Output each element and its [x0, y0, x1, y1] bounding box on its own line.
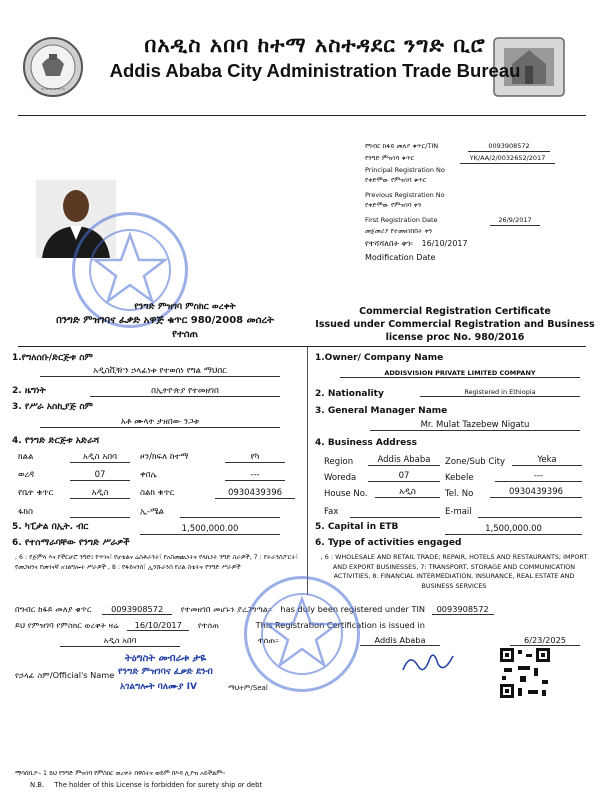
- left-zone-label: ዞን/ክፍለ ከተማ: [140, 452, 189, 462]
- left-woreda-value: 07: [70, 470, 130, 481]
- left-s1-label: 1.የግለሰቡ/ድርጅቱ ስም: [12, 353, 93, 363]
- modification-value: 16/10/2017: [421, 239, 468, 248]
- left-email-label: ኢ-ሜል: [140, 507, 165, 517]
- right-zone-label: Zone/Sub City: [445, 457, 506, 467]
- left-s5-value: 1,500,000.00: [140, 524, 280, 535]
- seal-label: ማህተም/Seal: [228, 684, 268, 692]
- left-fax-value: [70, 507, 130, 518]
- nb-english: The holder of this License is forbidden for surety ship or debt: [54, 781, 263, 789]
- left-house-label: የቤት ቁጥር: [18, 488, 54, 498]
- bottom-tin-label-am: በግብር ከፋይ መለያ ቁጥር: [15, 604, 92, 614]
- cert-title-am-1: የንግድ ምዝገባ ምስክር ወረቀት: [134, 302, 236, 312]
- left-house-value: አዲስ: [70, 488, 130, 499]
- right-house-label: House No.: [324, 489, 368, 499]
- left-s3-value: አቶ ሙላት ታዘበው ንጋቱ: [40, 417, 280, 428]
- header-divider: [18, 115, 586, 116]
- left-region-value: አዲስ አበባ: [70, 452, 130, 463]
- modification-row: [365, 239, 468, 249]
- left-kebele-value: ---: [225, 470, 285, 481]
- left-email-value: [180, 507, 280, 518]
- reg-no-value: YK/AA/2/0032652/2017: [460, 154, 555, 164]
- right-region-value: Addis Ababa: [368, 455, 440, 466]
- bottom-tin-value: 0093908572: [102, 604, 172, 615]
- principal-label: Principal Registration No: [365, 166, 445, 174]
- left-tel-label: ስልክ ቁጥር: [140, 488, 175, 498]
- cert-title-am-3: የተሰጠ: [172, 329, 198, 340]
- cert-title-en-2: Issued under Commercial Registration and Business: [315, 319, 595, 330]
- nb-row: [30, 781, 262, 789]
- signature: [398, 648, 458, 678]
- bottom-date-am: 16/10/2017: [127, 620, 189, 631]
- right-region-label: Region: [324, 457, 354, 467]
- bottom-cert-issued-en: This Registration Certification is issued in: [255, 620, 425, 630]
- left-s2-value: በኢትዮጵያ የተመዘገበ: [90, 386, 280, 397]
- cert-title-en-3: license proc No. 980/2016: [385, 332, 525, 343]
- left-s3-label: 3. የሥራ አስኪያጅ ስም: [12, 402, 94, 412]
- right-s5-label: 5. Capital in ETB: [315, 522, 399, 532]
- right-s1-label: 1.Owner/ Company Name: [315, 353, 444, 363]
- right-s5-value: 1,500,000.00: [445, 524, 582, 535]
- right-s3-value: Mr. Mulat Tazebew Nigatu: [370, 420, 580, 431]
- right-s4-label: 4. Business Address: [315, 438, 417, 448]
- left-s2-label: 2. ዜግነት: [12, 386, 46, 396]
- left-s6-text: , 6 : የጅምላ እና የችርቻሮ ንግድ፤ የጥገና፣ የሆቴልና ሬስቶራንት፣ የአስመጪነትና የላኪነት ንግድ ስራዎች, 7 : የትራንስፖርት፣ የመጋዘንና የመገናኛ አገልግሎት ሥራዎች , 8 : የፋይናንስ፣ ኢንሹራንስ የሪል ስቴትና የንግድ ሥራዎች: [15, 554, 299, 571]
- official-stamp-bottom: [244, 576, 360, 692]
- previous-label-am: የቀድሞው የምዝገባ ቀን: [365, 201, 422, 209]
- right-kebele-value: ---: [495, 471, 582, 482]
- bottom-city-am: አዲስ አበባ: [60, 635, 180, 647]
- cert-title-am-2: በንግድ ምዝገባና ፈቃድ አዋጅ ቁጥር 980/2008 መሰረት: [56, 315, 274, 326]
- right-house-value: አዲስ: [375, 487, 440, 498]
- bottom-tin-value-en: 0093908572: [432, 604, 494, 615]
- reg-no-label: የንግድ ምዝገባ ቁጥር: [365, 154, 415, 162]
- right-s1-value: ADDISVISION PRIVATE LIMITED COMPANY: [340, 369, 580, 378]
- left-kebele-label: ቀበሌ: [140, 470, 157, 480]
- right-s2-label: 2. Nationality: [315, 389, 384, 399]
- section-divider: [18, 346, 586, 347]
- bottom-place-am: ተሰጠ።: [258, 635, 279, 645]
- header-title-amharic: በአዲስ አበባ ከተማ አስተዳደር ንግድ ቢሮ: [144, 32, 486, 57]
- left-s1-value: አዲስቪዥን ኃላፊነቱ የተወሰነ የግል ማህበር: [40, 366, 280, 377]
- modification-label-am: የተሻሻለበት ቀን፡: [365, 239, 413, 248]
- bottom-given-am: የተሰጠ: [197, 620, 220, 630]
- left-zone-value: የካ: [225, 452, 285, 463]
- right-email-label: E-mail: [445, 507, 472, 517]
- right-fax-value: [350, 507, 440, 518]
- right-email-value: [478, 507, 582, 518]
- column-divider: [307, 347, 308, 595]
- left-woreda-label: ወረዳ: [18, 470, 35, 480]
- left-fax-label: ፋክስ: [18, 507, 33, 517]
- right-s2-value: Registered in Ethiopia: [420, 388, 580, 397]
- official-name-label: የኃላፊ ስም/Official's Name: [15, 670, 115, 680]
- header-title-english: Addis Ababa City Administration Trade Bureau: [109, 60, 521, 81]
- bottom-date-en: 6/23/2025: [510, 635, 580, 646]
- bottom-city-en: Addis Ababa: [360, 635, 440, 646]
- first-date-value: 26/9/2017: [490, 216, 540, 226]
- right-zone-value: Yeka: [512, 455, 582, 466]
- modification-label: Modification Date: [365, 253, 436, 262]
- bottom-cert-given-am: ይህ የምዝገባ የምስክር ወረቀት ዛሬ: [15, 620, 119, 630]
- right-s6-text: , 6 : WHOLESALE AND RETAIL TRADE; REPAIR, HOTELS AND RESTAURANTS; IMPORT AND EXPORT BUSINESSES, 7: TRANSPORT, STORAGE AND COMMUNICATION ACTIVITIES, 8. FINANCIAL INTERMEDIATION, INSURANCE, REAL ESTATE AND BUSINESS SERVICES: [320, 553, 588, 590]
- ethiopia-emblem-icon: [22, 36, 84, 98]
- first-date-label-am: መጀመሪያ የተመዘገበበት ቀን: [365, 227, 433, 235]
- right-fax-label: Fax: [324, 507, 339, 517]
- nb-label: N.B.: [30, 781, 45, 789]
- right-woreda-value: 07: [368, 471, 440, 482]
- left-region-label: ክልል: [18, 452, 34, 462]
- left-tel-value: 0930439396: [215, 488, 295, 499]
- right-tel-label: Tel. No: [445, 489, 474, 499]
- right-tel-value: 0930439396: [490, 487, 582, 498]
- official-title-2: አገልግሎት ባለሙያ IV: [120, 682, 197, 692]
- cert-title-en-1: Commercial Registration Certificate: [359, 306, 551, 317]
- right-s3-label: 3. General Manager Name: [315, 406, 448, 416]
- right-kebele-label: Kebele: [445, 473, 474, 483]
- right-s6-label: 6. Type of activities engaged: [315, 538, 462, 548]
- bottom-registered-en: has duly been registered under TIN: [280, 604, 426, 614]
- bottom-registered-am: የተመዘገበ መሆኑን ያረጋግጣል።: [180, 604, 272, 614]
- left-s4-label: 4. የንግድ ድርጅቱ አድራሻ: [12, 436, 100, 446]
- left-s5-label: 5. ካፒታል በኢት. ብር: [12, 522, 89, 532]
- first-date-label: First Registration Date: [365, 216, 438, 224]
- official-name: ትዕግስት መብራቱ ታዬ: [125, 653, 207, 664]
- tin-value: 0093908572: [468, 142, 550, 152]
- qr-code: [500, 648, 550, 698]
- previous-label: Previous Registration No: [365, 191, 445, 199]
- nb-amharic: ማሳሰቢያ፡- 1 ይህ የንግድ ምዝገባ የምስክር ወረቀት በዋስትና ወይም በእዳ ሊያዝ አይችልም።: [15, 770, 225, 777]
- right-woreda-label: Woreda: [324, 473, 357, 483]
- official-title-1: የንግድ ምዝገባና ፈቃድ ደንብ: [118, 667, 213, 677]
- left-s6-label: 6. የተሰማራባቸው የንግድ ሥራዎች: [12, 538, 130, 548]
- principal-label-am: የቀድሞው የምዝገባ ቁጥር: [365, 176, 427, 184]
- svg-text:~~~~~~: ~~~~~~: [40, 87, 66, 93]
- tin-label: የግብር ከፋይ መለያ ቁጥር/TIN: [365, 142, 439, 150]
